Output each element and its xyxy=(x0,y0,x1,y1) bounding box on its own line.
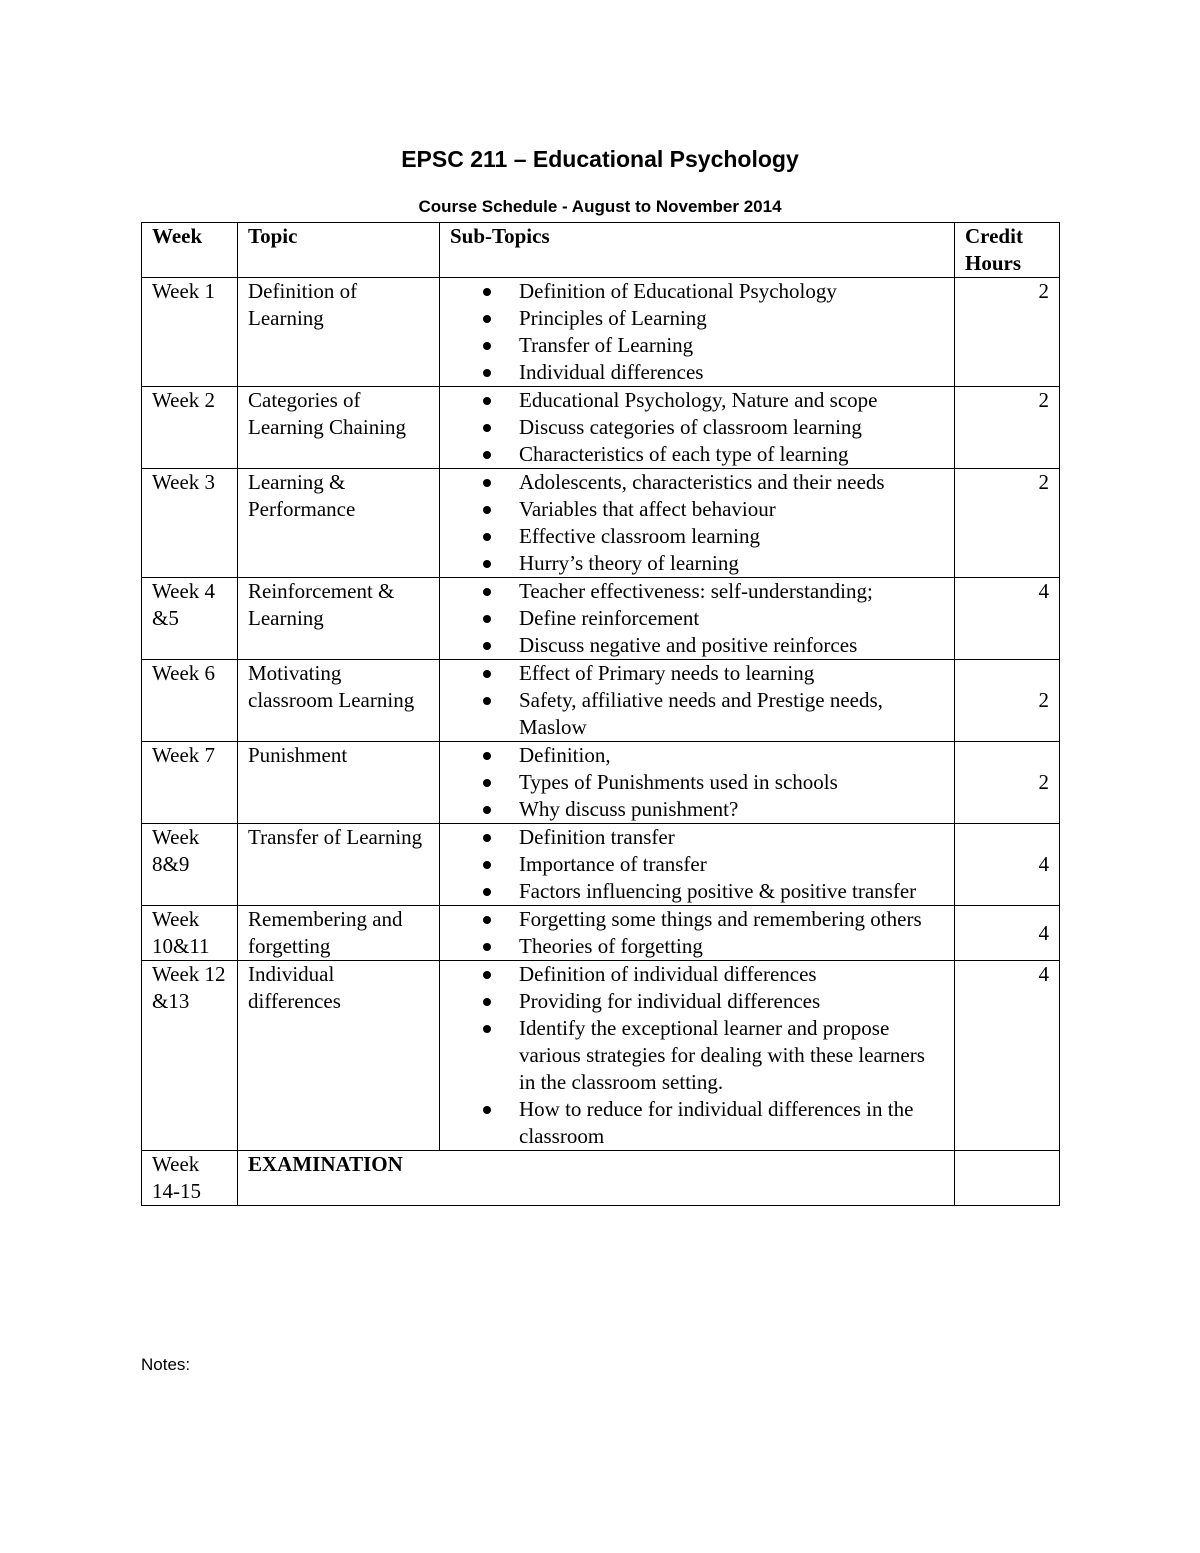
subtopics-cell xyxy=(440,387,955,469)
subtopic-item: Effective classroom learning xyxy=(440,523,946,550)
subtopics-cell xyxy=(440,742,955,824)
table-row-examination xyxy=(142,1151,1060,1206)
subtopic-list xyxy=(440,660,946,741)
subtopics-cell xyxy=(440,578,955,660)
subtopic-list xyxy=(440,906,946,960)
subtopic-item: Definition of Educational Psychology xyxy=(440,278,946,305)
table-body xyxy=(142,278,1060,1206)
week-cell: Week 14-15 xyxy=(142,1151,238,1206)
credit-hours-cell: 4 xyxy=(955,961,1060,1151)
subtopic-item: Importance of transfer xyxy=(440,851,946,878)
table-row xyxy=(142,906,1060,961)
subtopic-item: Characteristics of each type of learning xyxy=(440,441,946,468)
subtopic-item: Definition of individual differences xyxy=(440,961,946,988)
credit-hours-cell: 2 xyxy=(955,660,1060,742)
subtopics-cell xyxy=(440,906,955,961)
week-cell: Week 1 xyxy=(142,278,238,387)
topic-cell: Reinforcement & Learning xyxy=(238,578,440,660)
subtopic-item: Types of Punishments used in schools xyxy=(440,769,946,796)
subtopics-cell xyxy=(440,961,955,1151)
subtopic-item: Teacher effectiveness: self-understanding; xyxy=(440,578,946,605)
subtopics-cell xyxy=(440,660,955,742)
subtopic-item: How to reduce for individual differences in the classroom xyxy=(440,1096,946,1150)
header-credit-hours: Credit Hours xyxy=(955,223,1060,278)
topic-cell: Learning & Performance xyxy=(238,469,440,578)
subtopic-item: Educational Psychology, Nature and scope xyxy=(440,387,946,414)
subtopics-cell xyxy=(440,278,955,387)
subtopic-item: Variables that affect behaviour xyxy=(440,496,946,523)
header-week: Week xyxy=(142,223,238,278)
week-cell: Week 6 xyxy=(142,660,238,742)
table-header-row xyxy=(142,223,1060,278)
subtopic-item: Definition transfer xyxy=(440,824,946,851)
document-title: EPSC 211 – Educational Psychology xyxy=(401,146,799,172)
credit-hours-cell: 4 xyxy=(955,906,1060,961)
topic-cell: Definition of Learning xyxy=(238,278,440,387)
notes-label: Notes: xyxy=(141,1355,191,1374)
subtopic-item: Adolescents, characteristics and their needs xyxy=(440,469,946,496)
subtopic-item: Theories of forgetting xyxy=(440,933,946,960)
header-topic: Topic xyxy=(238,223,440,278)
table-row xyxy=(142,578,1060,660)
topic-cell: Individual differences xyxy=(238,961,440,1151)
course-schedule-table xyxy=(141,222,1060,1206)
week-cell: Week 10&11 xyxy=(142,906,238,961)
subtopic-item: Individual differences xyxy=(440,359,946,386)
subtopic-list xyxy=(440,578,946,659)
topic-cell: Transfer of Learning xyxy=(238,824,440,906)
table-row xyxy=(142,824,1060,906)
subtopic-item: Definition, xyxy=(440,742,946,769)
week-cell: Week 3 xyxy=(142,469,238,578)
subtopics-cell xyxy=(440,469,955,578)
examination-cell: EXAMINATION xyxy=(238,1151,955,1206)
credit-hours-cell: 2 xyxy=(955,278,1060,387)
table-row xyxy=(142,961,1060,1151)
week-cell: Week 2 xyxy=(142,387,238,469)
subtopic-list xyxy=(440,961,946,1150)
subtopic-list xyxy=(440,469,946,577)
week-cell: Week 12 &13 xyxy=(142,961,238,1151)
subtopic-list xyxy=(440,742,946,823)
header-subtopics: Sub-Topics xyxy=(440,223,955,278)
subtopic-list xyxy=(440,824,946,905)
topic-cell: Motivating classroom Learning xyxy=(238,660,440,742)
subtopic-item: Forgetting some things and remembering others xyxy=(440,906,946,933)
subtopic-item: Principles of Learning xyxy=(440,305,946,332)
credit-hours-cell: 2 xyxy=(955,469,1060,578)
week-cell: Week 4 &5 xyxy=(142,578,238,660)
subtopic-list xyxy=(440,387,946,468)
table-row xyxy=(142,742,1060,824)
table-row xyxy=(142,469,1060,578)
subtopic-item: Effect of Primary needs to learning xyxy=(440,660,946,687)
subtopic-item: Discuss categories of classroom learning xyxy=(440,414,946,441)
subtopic-item: Identify the exceptional learner and propose various strategies for dealing with these learners in the classroom setting. xyxy=(440,1015,946,1096)
week-cell: Week 7 xyxy=(142,742,238,824)
topic-cell: Punishment xyxy=(238,742,440,824)
topic-cell: Remembering and forgetting xyxy=(238,906,440,961)
document-subtitle: Course Schedule - August to November 2014 xyxy=(418,197,782,216)
subtopic-item: Discuss negative and positive reinforces xyxy=(440,632,946,659)
credit-cell xyxy=(955,1151,1060,1206)
subtopic-list xyxy=(440,278,946,386)
subtopic-item: Providing for individual differences xyxy=(440,988,946,1015)
topic-cell: Categories of Learning Chaining xyxy=(238,387,440,469)
subtopic-item: Factors influencing positive & positive transfer xyxy=(440,878,946,905)
credit-hours-cell: 2 xyxy=(955,387,1060,469)
subtopics-cell xyxy=(440,824,955,906)
week-cell: Week 8&9 xyxy=(142,824,238,906)
credit-hours-cell: 4 xyxy=(955,578,1060,660)
credit-hours-cell: 2 xyxy=(955,742,1060,824)
subtopic-item: Why discuss punishment? xyxy=(440,796,946,823)
table-row xyxy=(142,278,1060,387)
subtopic-item: Hurry’s theory of learning xyxy=(440,550,946,577)
subtopic-item: Safety, affiliative needs and Prestige needs, Maslow xyxy=(440,687,946,741)
subtopic-item: Define reinforcement xyxy=(440,605,946,632)
credit-hours-cell: 4 xyxy=(955,824,1060,906)
table-row xyxy=(142,660,1060,742)
subtopic-item: Transfer of Learning xyxy=(440,332,946,359)
table-row xyxy=(142,387,1060,469)
